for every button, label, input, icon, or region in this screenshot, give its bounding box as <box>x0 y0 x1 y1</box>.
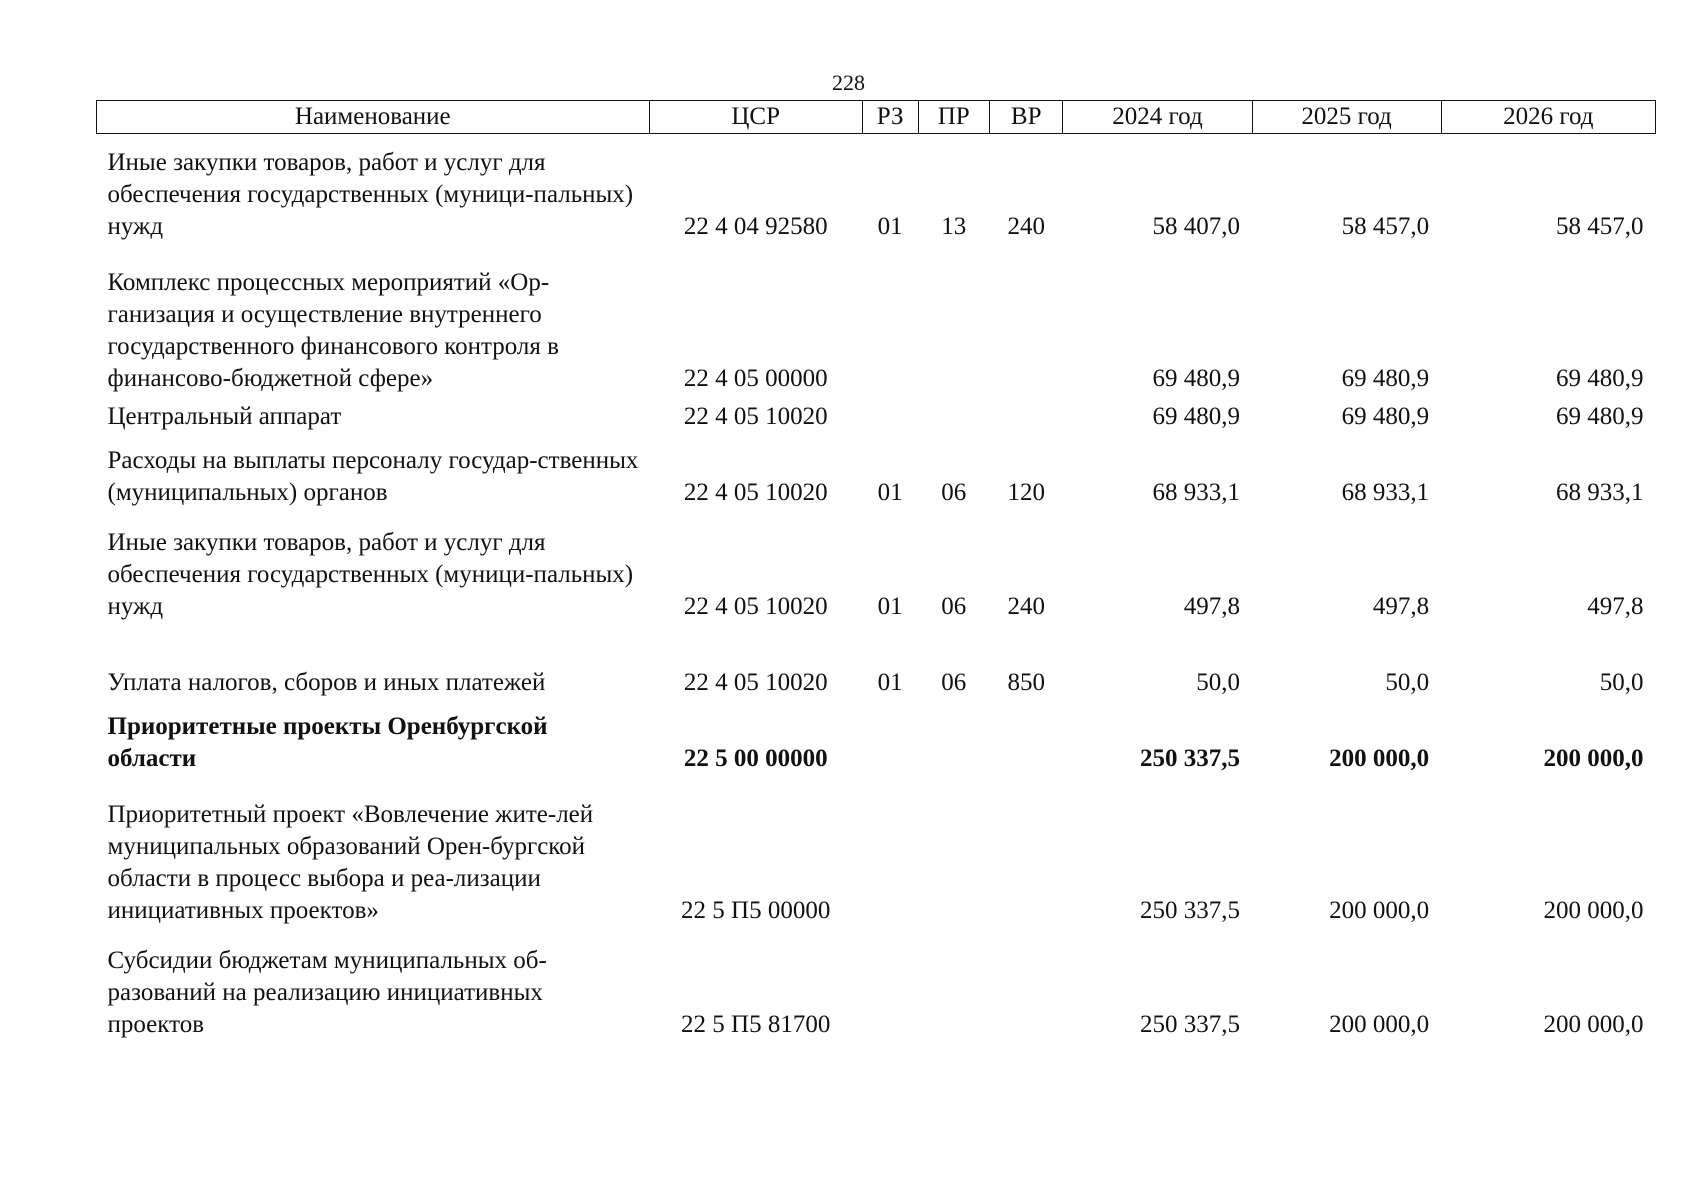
row-name: Уплата налогов, сборов и иных платежей <box>107 668 546 696</box>
row-2024: 250 337,5 <box>1140 896 1241 924</box>
table-header-row <box>97 101 1656 134</box>
row-2026: 200 000,0 <box>1543 744 1644 772</box>
row-csr: 22 5 П5 00000 <box>681 896 831 924</box>
table-row <box>97 134 1656 243</box>
row-2024: 69 480,9 <box>1152 364 1241 392</box>
row-vr <box>989 775 1063 927</box>
row-rz <box>862 395 918 433</box>
row-name: Приоритетные проекты Оренбургской области <box>107 712 548 772</box>
row-2025: 58 457,0 <box>1341 212 1430 240</box>
row-pr: 06 <box>941 592 967 620</box>
row-2025: 200 000,0 <box>1329 744 1430 772</box>
row-pr: 06 <box>941 478 967 506</box>
row-pr: 06 <box>941 668 967 696</box>
row-2025: 200 000,0 <box>1329 896 1430 924</box>
row-name: Иные закупки товаров, работ и услуг для обеспечения государственных (муници-пальных) нужд <box>107 148 634 240</box>
row-rz: 01 <box>877 478 903 506</box>
row-vr: 240 <box>1007 212 1045 240</box>
row-rz: 01 <box>877 212 903 240</box>
row-name: Центральный аппарат <box>107 402 342 430</box>
table-row <box>97 927 1656 1041</box>
row-vr <box>989 927 1063 1041</box>
row-2026: 69 480,9 <box>1556 364 1644 392</box>
row-2024: 50,0 <box>1196 668 1241 696</box>
row-pr <box>918 775 989 927</box>
header-2024: 2024 год <box>1063 101 1252 134</box>
row-csr: 22 4 05 00000 <box>683 364 828 392</box>
table-row <box>97 775 1656 927</box>
row-csr: 22 4 05 10020 <box>683 478 828 506</box>
row-rz <box>862 927 918 1041</box>
row-2025: 200 000,0 <box>1329 1010 1430 1038</box>
row-vr: 240 <box>1007 592 1045 620</box>
budget-table <box>96 100 1656 1041</box>
row-2026: 200 000,0 <box>1543 896 1644 924</box>
row-rz: 01 <box>877 592 903 620</box>
row-csr: 22 4 05 10020 <box>683 668 828 696</box>
row-2026: 50,0 <box>1599 668 1644 696</box>
row-2026: 497,8 <box>1587 592 1644 620</box>
header-csr: ЦСР <box>649 101 862 134</box>
table-row <box>97 509 1656 623</box>
row-2024: 497,8 <box>1183 592 1241 620</box>
row-pr <box>918 927 989 1041</box>
row-2026: 200 000,0 <box>1543 1010 1644 1038</box>
row-csr: 22 4 04 92580 <box>683 212 828 240</box>
row-csr: 22 5 П5 81700 <box>681 1010 831 1038</box>
table-row <box>97 433 1656 509</box>
row-pr <box>918 395 989 433</box>
row-2026: 58 457,0 <box>1556 212 1644 240</box>
header-2025: 2025 год <box>1252 101 1441 134</box>
header-2026: 2026 год <box>1441 101 1655 134</box>
row-rz <box>862 699 918 775</box>
row-csr: 22 4 05 10020 <box>683 402 828 430</box>
row-name: Приоритетный проект «Вовлечение жите-лей муниципальных образований Орен-бургской области в процесс выбора и реа-лизации инициативных проектов» <box>107 800 594 924</box>
header-name: Наименование <box>97 101 650 134</box>
row-2026: 69 480,9 <box>1556 402 1644 430</box>
row-csr: 22 5 00 00000 <box>683 744 828 772</box>
row-2026: 68 933,1 <box>1556 478 1644 506</box>
row-vr <box>989 243 1063 395</box>
row-2024: 250 337,5 <box>1140 744 1241 772</box>
row-pr: 13 <box>941 212 967 240</box>
row-vr <box>989 699 1063 775</box>
row-2025: 69 480,9 <box>1341 402 1430 430</box>
row-name: Субсидии бюджетам муниципальных об-разований на реализацию инициативных проектов <box>107 946 547 1038</box>
row-pr <box>918 699 989 775</box>
row-name: Иные закупки товаров, работ и услуг для обеспечения государственных (муници-пальных) нужд <box>107 528 634 620</box>
row-pr <box>918 243 989 395</box>
row-2025: 497,8 <box>1372 592 1430 620</box>
table-row <box>97 395 1656 433</box>
row-csr: 22 4 05 10020 <box>683 592 828 620</box>
table-row <box>97 699 1656 775</box>
row-rz <box>862 775 918 927</box>
row-vr: 120 <box>1007 478 1045 506</box>
row-2024: 68 933,1 <box>1152 478 1241 506</box>
row-rz <box>862 243 918 395</box>
header-rz: РЗ <box>862 101 918 134</box>
row-rz: 01 <box>877 668 903 696</box>
row-2024: 58 407,0 <box>1152 212 1241 240</box>
header-vr: ВР <box>989 101 1063 134</box>
row-name: Расходы на выплаты персоналу государ-ственных (муниципальных) органов <box>107 446 639 506</box>
header-pr: ПР <box>918 101 989 134</box>
page-number: 228 <box>832 70 865 95</box>
row-2025: 69 480,9 <box>1341 364 1430 392</box>
row-2025: 50,0 <box>1385 668 1430 696</box>
row-vr: 850 <box>1007 668 1045 696</box>
row-name: Комплекс процессных мероприятий «Ор-ганизация и осуществление внутреннего государственного финансового контроля в финансово-бюджетной сфере» <box>107 268 559 392</box>
table-row <box>97 623 1656 699</box>
table-row <box>97 243 1656 395</box>
row-2024: 250 337,5 <box>1140 1010 1241 1038</box>
row-2024: 69 480,9 <box>1152 402 1241 430</box>
row-vr <box>989 395 1063 433</box>
row-2025: 68 933,1 <box>1341 478 1430 506</box>
